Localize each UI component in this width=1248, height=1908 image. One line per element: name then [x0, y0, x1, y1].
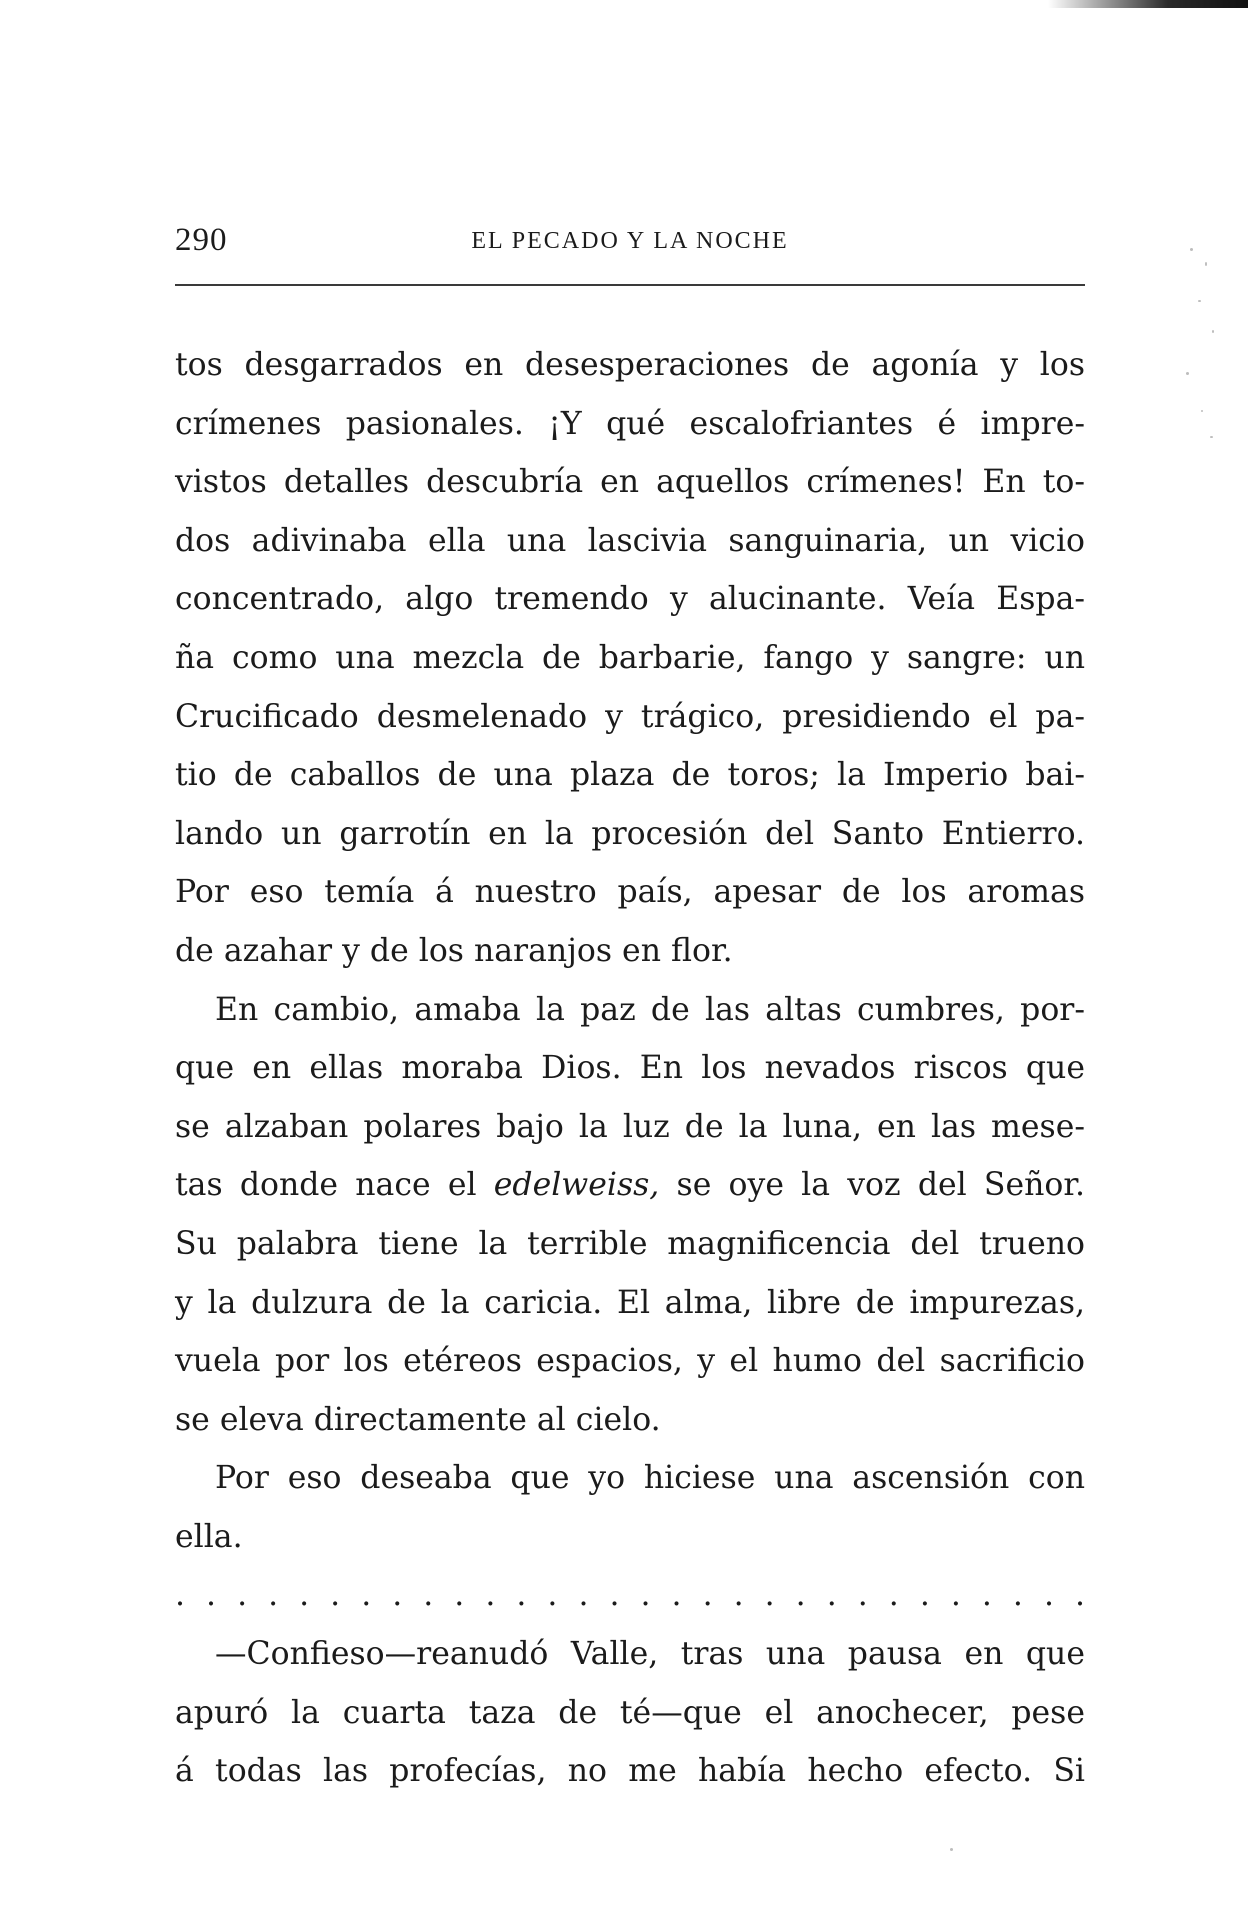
text-line: crímenes pasionales. ¡Y qué escalofriantes é impre- [175, 405, 1085, 442]
text-line: En cambio, amaba la paz de las altas cumbres, por- [215, 991, 1085, 1028]
text-line: lando un garrotín en la procesión del Santo Entierro. [175, 815, 1085, 852]
paragraph-2 [175, 981, 1085, 1450]
text-line: apuró la cuarta taza de té—que el anochecer, pese [175, 1694, 1085, 1731]
text-line: de azahar y de los naranjos en flor. [175, 932, 733, 969]
text-line: tio de caballos de una plaza de toros; la Imperio bai- [175, 757, 1085, 794]
text-line: Crucificado desmelenado y trágico, presidiendo el pa- [175, 698, 1085, 735]
section-separator: . . . . . . . . . . . . . . . . . . . . . . . . . . . . . . [175, 1577, 1085, 1614]
scan-speck [1198, 300, 1201, 302]
scan-speck [1205, 262, 1207, 266]
scan-speck [1186, 372, 1189, 375]
text-line: vuela por los etéreos espacios, y el humo del sacrificio [175, 1343, 1085, 1380]
text-line: Por eso deseaba que yo hiciese una ascensión con [215, 1460, 1085, 1497]
text-line: tos desgarrados en desesperaciones de agonía y los [175, 347, 1085, 383]
text-line: —Confieso—reanudó Valle, tras una pausa en que [215, 1636, 1085, 1673]
text-line: se alzaban polares bajo la luz de la luna, en las mese- [175, 1108, 1085, 1145]
text-segment: se oye la voz del Señor. [676, 1167, 1085, 1204]
text-line: Por eso temía á nuestro país, apesar de los aromas [175, 874, 1085, 911]
text-line: vistos detalles descubría en aquellos crímenes! En to- [175, 464, 1085, 501]
text-line: que en ellas moraba Dios. En los nevados riscos que [175, 1050, 1085, 1087]
text-segment: tas donde nace el [175, 1167, 477, 1204]
text-line: á todas las profecías, no me había hecho efecto. Si [175, 1753, 1085, 1790]
text-line: concentrado, algo tremendo y alucinante. Veía Espa- [175, 581, 1085, 618]
text-line: ella. [175, 1518, 243, 1555]
scan-speck [950, 1848, 953, 1851]
paragraph-4 [175, 1625, 1085, 1801]
text-line: y la dulzura de la caricia. El alma, libre de impurezas, [175, 1284, 1085, 1321]
scan-speck [1201, 410, 1203, 412]
text-line: ña como una mezcla de barbarie, fango y sangre: un [175, 639, 1085, 676]
scan-speck [1210, 436, 1213, 438]
paragraph-1 [175, 336, 1085, 981]
scan-speck [1212, 330, 1214, 333]
running-title: EL PECADO Y LA NOCHE [471, 228, 789, 254]
text-line-with-italic [175, 1156, 1085, 1215]
text-line: dos adivinaba ella una lascivia sanguinaria, un vicio [175, 522, 1085, 559]
page-number: 290 [175, 222, 228, 258]
text-line: se eleva directamente al cielo. [175, 1401, 661, 1438]
scan-speck [1190, 248, 1193, 251]
body-text [175, 336, 1085, 1801]
scan-edge-mark [1048, 0, 1248, 8]
paragraph-3 [175, 1449, 1085, 1566]
header-rule [175, 284, 1085, 286]
page-header [175, 222, 1085, 272]
italic-term: edelweiss, [493, 1167, 660, 1204]
text-line: Su palabra tiene la terrible magnificencia del trueno [175, 1225, 1085, 1262]
